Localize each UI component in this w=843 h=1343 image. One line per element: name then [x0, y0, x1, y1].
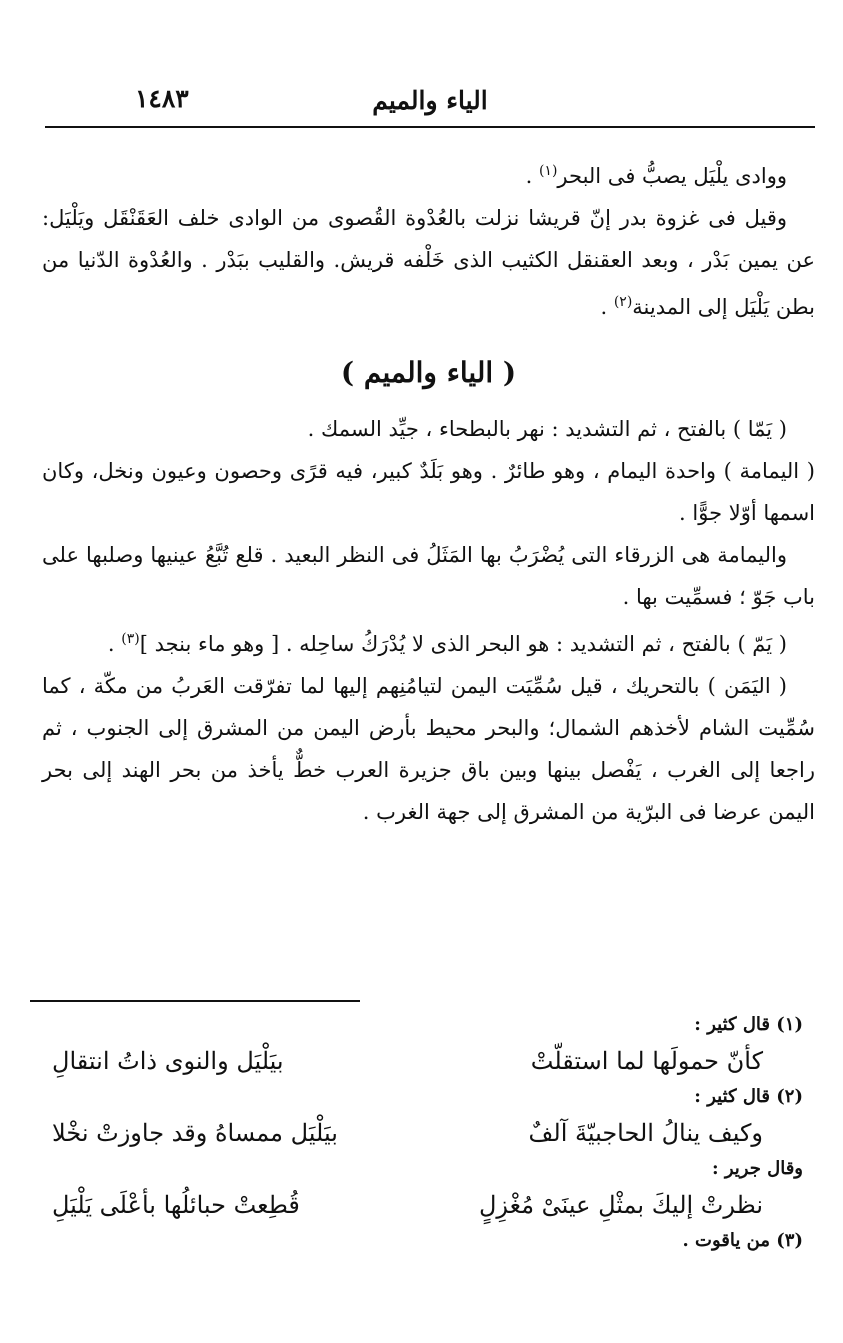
footnote-2-label-2: وقال جرير :: [711, 1158, 803, 1179]
hemistich-right: وكيف ينالُ الحاجبيّةَ آلفٌ: [528, 1119, 763, 1147]
footnote-ref-3: (٣): [121, 631, 140, 647]
footnote-3-label: (٣) من ياقوت .: [682, 1230, 803, 1251]
paragraph-2: وقيل فى غزوة بدر إنّ قريشا نزلت بالعُدْوة القُصوى من الوادى خلف العَقَنْقَل ويَلْيَل: عن يمين بَدْر ، وبعد العقنقل الكثيب الذى خَلْفه قريش. والقليب ببَدْر . والعُدْوة الدّنيا من بطن يَلْيَل إلى المدينة$^{(٢)}$ .: [42, 206, 815, 319]
section-heading: ( الياء والميم ): [340, 356, 517, 389]
page-number: ١٤٨٣: [135, 84, 189, 113]
hemistich-left: بيَلْيَل ممساهُ وقد جاوزتْ نخْلا: [52, 1119, 338, 1147]
entry-yamama: ( اليمامة ) واحدة اليمام ، وهو طائرٌ . وهو بَلَدٌ كبير، فيه قرًى وحصون وعيون ونخل، وكان اسمها أوّلا جوًّا .: [42, 459, 815, 525]
footnote-1-verse: [42, 1040, 803, 1082]
entry-yamma: ( يَمّا ) بالفتح ، ثم التشديد : نهر بالبطحاء ، جيِّد السمك .: [307, 417, 787, 441]
footnote-2-verse-2: [42, 1184, 803, 1226]
running-header: [45, 82, 815, 128]
footnote-1-label: (١) قال كثير :: [694, 1014, 803, 1035]
footnote-2-label: (٢) قال كثير :: [694, 1086, 803, 1107]
hemistich-right: نظرتْ إليكَ بمثْلِ عينَىْ مُغْزِلٍ: [478, 1191, 763, 1219]
footnote-2-verse: [42, 1112, 803, 1154]
footnote-ref-2: (٢): [613, 294, 633, 310]
hemistich-right: كأنّ حمولَها لما استقلّتْ: [530, 1047, 763, 1075]
running-title: الياء والميم: [372, 86, 488, 115]
footnote-ref-1: (١): [538, 163, 558, 179]
hemistich-left: بيَلْيَل والنوى ذاتُ انتقالِ: [52, 1047, 284, 1075]
footnotes: [42, 1010, 803, 1256]
paragraph-1: ووادى يلْيَل يصبُّ فى البحر$^{(١)}$ .: [525, 163, 787, 188]
footnote-divider: [30, 1000, 360, 1002]
entry-yamm: ( يَمّ ) بالفتح ، ثم التشديد : هو البحر الذى لا يُدْرَكُ ساحِله . [ وهو ماء بنجد ]$^{(٣)}$ .: [107, 631, 787, 656]
entry-yemen: ( اليَمَن ) بالتحريك ، قيل سُمِّيَت اليمن لتيامُنِهم إليها لما تفرّقت العَربُ من مكّة ، كما سُمِّيت الشام لأخذهم الشمال؛ والبحر محيط بأرض اليمن من المشرق إلى الجنوب ، ثم راجعا إلى الغرب ، يَفْصل بينها وبين باق جزيرة العرب خطٌّ يأخذ من بحر الهند إلى بحر اليمن عرضا فى البرّية من المشرق إلى جهة الغرب .: [42, 674, 815, 824]
main-text: [42, 150, 815, 833]
hemistich-left: قُطِعتْ حبائلُها بأعْلَى يَلْيَلِ: [52, 1191, 300, 1219]
entry-yamama-zarqa: واليمامة هى الزرقاء التى يُضْرَبُ بها المَثَلُ فى النظر البعيد . قلع تُبَّعُ عينيها وصلبها على باب جَوّ ؛ فسمِّيت بها .: [42, 543, 815, 609]
